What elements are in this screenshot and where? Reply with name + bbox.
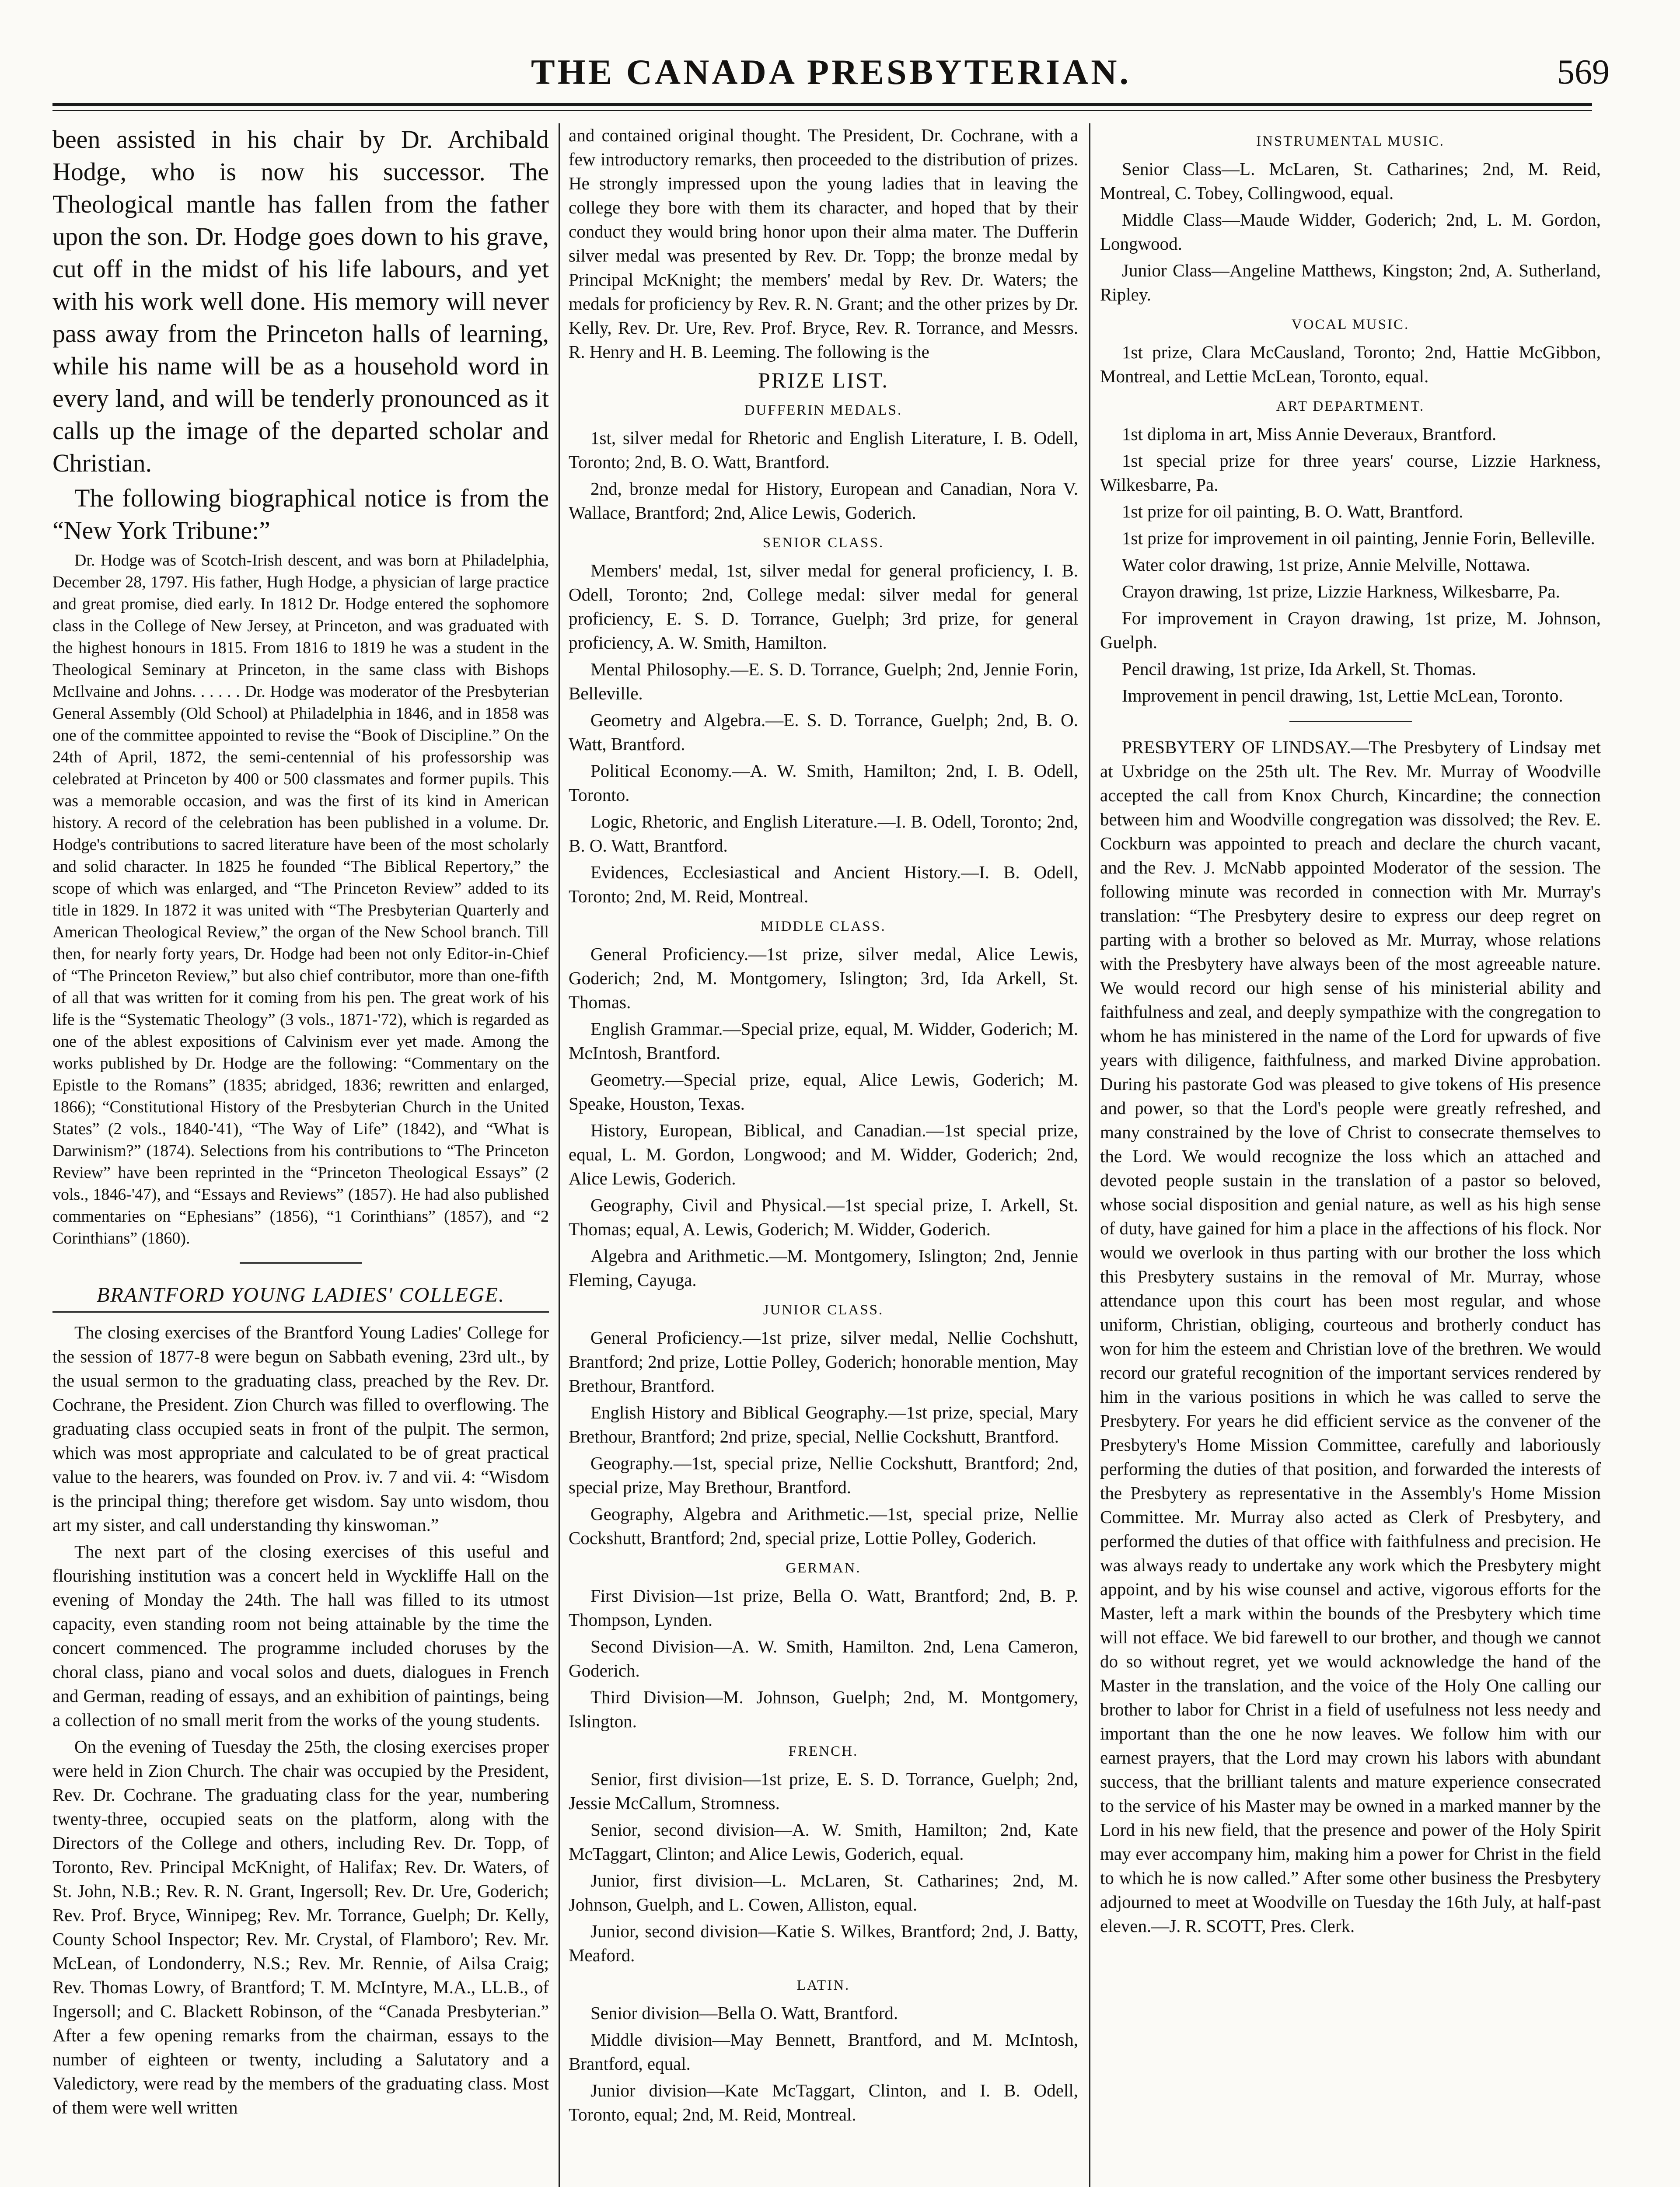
column-divider: [1089, 123, 1090, 2187]
list-item: Senior division—Bella O. Watt, Brantford.: [590, 2003, 898, 2023]
college-paragraph-1: The closing exercises of the Brantford Young Ladies' College for the session of 1877-8 were begun on Sabbath evening, 23rd ult., by the usual sermon to the graduating class, preached by the Rev. Dr. Cochrane, the President. Zion Church was filled to overflowing. The graduating class occupied seats in front of the pulpit. The sermon, which was most appropriate and calculated to be of great practical value to the hearers, was founded on Prov. iv. 7 and vii. 4: “Wisdom is the principal thing; therefore get wisdom. Say unto wisdom, thou art my sister, and call understanding thy kinswoman.”: [52, 1322, 549, 1535]
list-item: Junior division—Kate McTaggart, Clinton, and I. B. Odell, Toronto, equal; 2nd, M. Reid, Montreal.: [569, 2080, 1078, 2124]
list-item: Geography, Civil and Physical.—1st special prize, I. Arkell, St. Thomas; equal, A. Lewis, Goderich; M. Widder, Goderich.: [569, 1195, 1078, 1239]
list-item: 1st, silver medal for Rhetoric and English Literature, I. B. Odell, Toronto; 2nd, B. O. Watt, Brantford.: [569, 428, 1078, 472]
section-title-college: BRANTFORD YOUNG LADIES' COLLEGE.: [52, 1283, 549, 1313]
list-item: Geometry and Algebra.—E. S. D. Torrance, Guelph; 2nd, B. O. Watt, Brantford.: [569, 710, 1078, 754]
list-item: Middle division—May Bennett, Brantford, and M. McIntosh, Brantford, equal.: [569, 2030, 1078, 2074]
prize-list-heading: PRIZE LIST.: [758, 368, 889, 392]
hodge-paragraph: been assisted in his chair by Dr. Archibald Hodge, who is now his successor. The Theological mantle has fallen from the father upon the son. Dr. Hodge goes down to his grave, cut off in the midst of his life labours, and yet with his work well done. His memory will never pass away from the Princeton halls of learning, while his name will be as a household word in every land, and will be tenderly pronounced as it calls up the image of the departed scholar and Christian.: [52, 125, 549, 477]
presbytery-lindsay-article: PRESBYTERY OF LINDSAY.—The Presbytery of Lindsay met at Uxbridge on the 25th ult. The Rev. Mr. Murray of Woodville accepted the call from Knox Church, Kincardine; the connection between him and Woodville congregation was dissolved; the Rev. E. Cockburn was appointed to preach and declare the church vacant, and the Rev. J. McNabb appointed Moderator of the session. The following minute was recorded in connection with Mr. Murray's translation: “The Presbytery desire to express our deep regret on parting with a brother so beloved as Mr. Murray, whose relations with the Presbytery have always been of the most agreeable nature. We would record our high sense of his ministerial ability and faithfulness and zeal, and deeply sympathize with the congregation to whom he has ministered in the name of the Lord for upwards of five years with diligence, faithfulness, and marked Divine approbation. During his pastorate God was pleased to give tokens of His presence and power, so that the Lord's people were greatly refreshed, and many constrained by the love of Christ to consecrate themselves to the Lord. We would recognize the loss which an attached and devoted people sustain in the translation of a pastor so beloved, whose social disposition and genial nature, as well as his high sense of duty, have gained for him a place in the affections of his flock. Nor would we overlook in thus parting with our brother the loss which this Presbytery sustains in the removal of Mr. Murray, whose attendance upon this court has been most regular, and whose uniform, Christian, obliging, courteous and brotherly conduct has won for him the esteem and Christian love of the brethren. We would record our grateful recognition of the important services rendered by him in the various positions in which he was called to serve the Presbytery. For years he did efficient service as the convener of the Presbytery's Home Mission Committee, carefully and laboriously performing the duties of that position, and forwarded the interests of the Presbytery as representative in the Assembly's Home Mission Committee. Mr. Murray also acted as Clerk of Presbytery, and performed the duties of that office with faithfulness and precision. He was always ready to undertake any work which the Presbytery might appoint, and by his wise counsel and active, vigorous efforts for the Master, left a mark within the bounds of the Presbytery which time will not efface. We bid farewell to our brother, and though we cannot do so without regret, yet we would acknowledge the hand of the Master in the translation, and the voice of the Holy One calling our brother to labor for Christ in a field of usefulness not less needy and important than the one he now leaves. We follow him with our earnest prayers, that the Lord may crown his labors with abundant success, that the brilliant talents and mature experience consecrated to the service of his Master may be owned in a marked manner by the Lord in his new field, that the presence and power of the Holy Spirit may ever accompany him, making him a power for Christ in the field to which he is now called.” After some other business the Presbytery adjourned to meet at Woodville on Tuesday the 16th July, at half-past eleven.—J. R. SCOTT, Pres. Clerk.: [1100, 737, 1601, 1936]
list-item: Mental Philosophy.—E. S. D. Torrance, Guelph; 2nd, Jennie Forin, Belleville.: [569, 659, 1078, 703]
section-separator: [240, 1262, 362, 1264]
header-rule-thick: [52, 103, 1592, 106]
list-item: Senior, first division—1st prize, E. S. D. Torrance, Guelph; 2nd, Jessie McCallum, Stromness.: [569, 1769, 1078, 1813]
list-item: Members' medal, 1st, silver medal for general proficiency, I. B. Odell, Toronto; 2nd, College medal: silver medal for general proficiency, E. S. D. Torrance, Guelph; 3rd prize, for general proficiency, A. W. Smith, Hamilton.: [569, 560, 1078, 653]
list-item: General Proficiency.—1st prize, silver medal, Alice Lewis, Goderich; 2nd, M. Montgomery, Islington; 3rd, Ida Arkell, St. Thomas.: [569, 944, 1078, 1012]
college-paragraph-3: On the evening of Tuesday the 25th, the closing exercises proper were held in Zion Church. The chair was occupied by the President, Rev. Dr. Cochrane. The graduating class for the year, numbering twenty-three, occupied seats on the platform, along with the Directors of the College and others, including Rev. Dr. Topp, of Toronto, Rev. Principal McKnight, of Halifax; Rev. Dr. Waters, of St. John, N.B.; Rev. R. N. Grant, Ingersoll; Rev. Dr. Ure, Goderich; Rev. Prof. Bryce, Winnipeg; Rev. Mr. Torrance, Guelph; Dr. Kelly, County School Inspector; Rev. Mr. Crystal, of Flamboro'; Rev. Mr. McLean, of Londonderry, N.S.; Rev. Mr. Rennie, of Ailsa Craig; Rev. Thomas Lowry, of Brantford; T. M. McIntyre, M.A., LL.B., of Ingersoll; and C. Blackett Robinson, of the “Canada Presbyterian.” After a few opening remarks from the chairman, essays to the number of eighteen or twenty, including a Salutatory and a Valedictory, were read by the members of the graduating class. Most of them were well written: [52, 1736, 549, 2117]
college-paragraph-2: The next part of the closing exercises of this useful and flourishing institution was a concert held in Wyckliffe Hall on the evening of Monday the 24th. The hall was filled to its utmost capacity, even standing room not being attainable by the time the concert commenced. The programme included choruses by the choral class, piano and vocal solos and duets, dialogues in French and German, reading of essays, and an exhibition of paintings, being a collection of no small merit from the works of the young students.: [52, 1541, 549, 1730]
list-item: English History and Biblical Geography.—1st prize, special, Mary Brethour, Brantford; 2nd prize, special, Nellie Cockshutt, Brantford.: [569, 1402, 1078, 1446]
list-item: Senior, second division—A. W. Smith, Hamilton; 2nd, Kate McTaggart, Clinton; and Alice Lewis, Goderich, equal.: [569, 1820, 1078, 1864]
page-number: 569: [1557, 53, 1610, 91]
list-item: Political Economy.—A. W. Smith, Hamilton; 2nd, I. B. Odell, Toronto.: [569, 761, 1078, 805]
section-separator: [1289, 721, 1412, 722]
list-item: First Division—1st prize, Bella O. Watt, Brantford; 2nd, B. P. Thompson, Lynden.: [569, 1586, 1078, 1630]
list-item: Logic, Rhetoric, and English Literature.—I. B. Odell, Toronto; 2nd, B. O. Watt, Brantford.: [569, 811, 1078, 856]
list-item: Pencil drawing, 1st prize, Ida Arkell, St. Thomas.: [1122, 659, 1476, 679]
list-item: Middle Class—Maude Widder, Goderich; 2nd, L. M. Gordon, Longwood.: [1100, 210, 1601, 254]
list-item: Improvement in pencil drawing, 1st, Lettie McLean, Toronto.: [1122, 685, 1563, 706]
subhead-dufferin: DUFFERIN MEDALS.: [744, 402, 903, 418]
list-item: Second Division—A. W. Smith, Hamilton. 2nd, Lena Cameron, Goderich.: [569, 1636, 1078, 1680]
list-item: 1st prize for oil painting, B. O. Watt, Brantford.: [1122, 501, 1463, 521]
subhead-art: ART DEPARTMENT.: [1276, 398, 1425, 414]
list-item: For improvement in Crayon drawing, 1st prize, M. Johnson, Guelph.: [1100, 608, 1601, 652]
list-item: Water color drawing, 1st prize, Annie Melville, Nottawa.: [1122, 555, 1530, 575]
list-item: History, European, Biblical, and Canadian.—1st special prize, equal, L. M. Gordon, Longwood; and M. Widder, Goderich; 2nd, Alice Lewis, Goderich.: [569, 1120, 1078, 1188]
header-rule-thin: [52, 110, 1592, 111]
masthead-title: THE CANADA PRESBYTERIAN.: [531, 52, 1131, 92]
page-header: [52, 42, 1610, 103]
list-item: Geometry.—Special prize, equal, Alice Lewis, Goderich; M. Speake, Houston, Texas.: [569, 1069, 1078, 1114]
column-3: [1100, 123, 1601, 2187]
subhead-junior: JUNIOR CLASS.: [763, 1302, 884, 1318]
list-item: 1st prize for improvement in oil painting, Jennie Forin, Belleville.: [1122, 528, 1595, 548]
prize-intro: and contained original thought. The President, Dr. Cochrane, with a few introductory remarks, then proceeded to the distribution of prizes. He strongly impressed upon the young ladies that in leaving the college they bore with them its character, and hoped that by their conduct they would bring honor upon their alma mater. The Dufferin silver medal was presented by Rev. Dr. Topp; the bronze medal by Principal McKnight; the members' medal by Rev. Dr. Waters; the medals for proficiency by Rev. R. N. Grant; and the other prizes by Dr. Kelly, Rev. Dr. Ure, Rev. Prof. Bryce, Rev. R. Torrance, and Messrs. R. Henry and H. B. Leeming. The following is the: [569, 125, 1078, 362]
list-item: 1st special prize for three years' course, Lizzie Harkness, Wilkesbarre, Pa.: [1100, 451, 1601, 495]
list-item: Geography.—1st, special prize, Nellie Cockshutt, Brantford; 2nd, special prize, May Brethour, Brantford.: [569, 1453, 1078, 1497]
list-item: Crayon drawing, 1st prize, Lizzie Harkness, Wilkesbarre, Pa.: [1122, 581, 1560, 601]
list-item: English Grammar.—Special prize, equal, M. Widder, Goderich; M. McIntosh, Brantford.: [569, 1019, 1078, 1063]
subhead-vocal: VOCAL MUSIC.: [1291, 317, 1410, 332]
list-item: Geography, Algebra and Arithmetic.—1st, special prize, Nellie Cockshutt, Brantford; 2nd, special prize, Lottie Polley, Goderich.: [569, 1504, 1078, 1548]
subhead-middle: MIDDLE CLASS.: [761, 919, 886, 934]
list-item: Junior, first division—L. McLaren, St. Catharines; 2nd, M. Johnson, Guelph, and L. Cowen, Alliston, equal.: [569, 1870, 1078, 1914]
subhead-instrumental: INSTRUMENTAL MUSIC.: [1256, 133, 1445, 149]
list-item: Junior Class—Angeline Matthews, Kingston; 2nd, A. Sutherland, Ripley.: [1100, 260, 1601, 304]
subhead-german: GERMAN.: [786, 1560, 861, 1576]
subhead-latin: LATIN.: [796, 1977, 850, 1993]
column-divider: [559, 123, 560, 2187]
list-item: Junior, second division—Katie S. Wilkes, Brantford; 2nd, J. Batty, Meaford.: [569, 1921, 1078, 1965]
tribune-intro: The following biographical notice is from the “New York Tribune:”: [52, 484, 549, 545]
list-item: Third Division—M. Johnson, Guelph; 2nd, M. Montgomery, Islington.: [569, 1687, 1078, 1731]
list-item: Algebra and Arithmetic.—M. Montgomery, Islington; 2nd, Jennie Fleming, Cayuga.: [569, 1246, 1078, 1290]
biographical-notice: Dr. Hodge was of Scotch-Irish descent, and was born at Philadelphia, December 28, 1797. His father, Hugh Hodge, a physician of large practice and great promise, died early. In 1812 Dr. Hodge entered the sophomore class in the College of New Jersey, at Princeton, and was graduated with the highest honours in 1815. From 1816 to 1819 he was a student in the Theological Seminary at Princeton, in the same class with Bishops McIlvaine and Johns. . . . . . Dr. Hodge was moderator of the Presbyterian General Assembly (Old School) at Philadelphia in 1846, and in 1858 was one of the committee appointed to revise the “Book of Discipline.” On the 24th of April, 1872, the semi-centennial of his professorship was celebrated at Princeton by 400 or 500 classmates and former pupils. This was a memorable occasion, and was the first of its kind in American history. A record of the celebration has been published in a volume. Dr. Hodge's contributions to sacred literature have been of the most scholarly and solid character. In 1825 he founded “The Biblical Repertory,” the scope of which was enlarged, and “The Princeton Review” added to its title in 1829. In 1872 it was united with “The Presbyterian Quarterly and American Theological Review,” the organ of the New School branch. Till then, for nearly forty years, Dr. Hodge had been not only Editor-in-Chief of “The Princeton Review,” but also chief contributor, more than one-fifth of all that was written for it coming from his pen. The great work of his life is the “Systematic Theology” (3 vols., 1871-'72), which is regarded as one of the ablest expositions of Calvinism ever yet made. Among the works published by Dr. Hodge are the following: “Commentary on the Epistle to the Romans” (1835; abridged, 1836; rewritten and enlarged, 1866); “Constitutional History of the Presbyterian Church in the United States” (2 vols., 1840-'41), “The Way of Life” (1842), and “What is Darwinism?” (1874). Selections from his contributions to “The Princeton Review” have been reprinted in the “Princeton Theological Essays” (2 vols., 1846-'47), and “Essays and Reviews” (1857). He had also published commentaries on “Ephesians” (1856), “1 Corinthians” (1857), and “2 Corinthians” (1860).: [52, 551, 549, 1247]
list-item: 1st prize, Clara McCausland, Toronto; 2nd, Hattie McGibbon, Montreal, and Lettie McLean, Toronto, equal.: [1100, 342, 1601, 386]
column-2: [569, 123, 1078, 2187]
list-item: 1st diploma in art, Miss Annie Deveraux, Brantford.: [1122, 424, 1497, 444]
subhead-french: FRENCH.: [788, 1743, 859, 1759]
list-item: Evidences, Ecclesiastical and Ancient History.—I. B. Odell, Toronto; 2nd, M. Reid, Montreal.: [569, 862, 1078, 906]
list-item: General Proficiency.—1st prize, silver medal, Nellie Cochshutt, Brantford; 2nd prize, Lottie Polley, Goderich; honorable mention, May Brethour, Brantford.: [569, 1328, 1078, 1396]
column-1: [52, 123, 549, 2187]
subhead-senior: SENIOR CLASS.: [762, 535, 884, 551]
list-item: 2nd, bronze medal for History, European and Canadian, Nora V. Wallace, Brantford; 2nd, Alice Lewis, Goderich.: [569, 479, 1078, 523]
list-item: Senior Class—L. McLaren, St. Catharines; 2nd, M. Reid, Montreal, C. Tobey, Collingwood, equal.: [1100, 159, 1601, 203]
